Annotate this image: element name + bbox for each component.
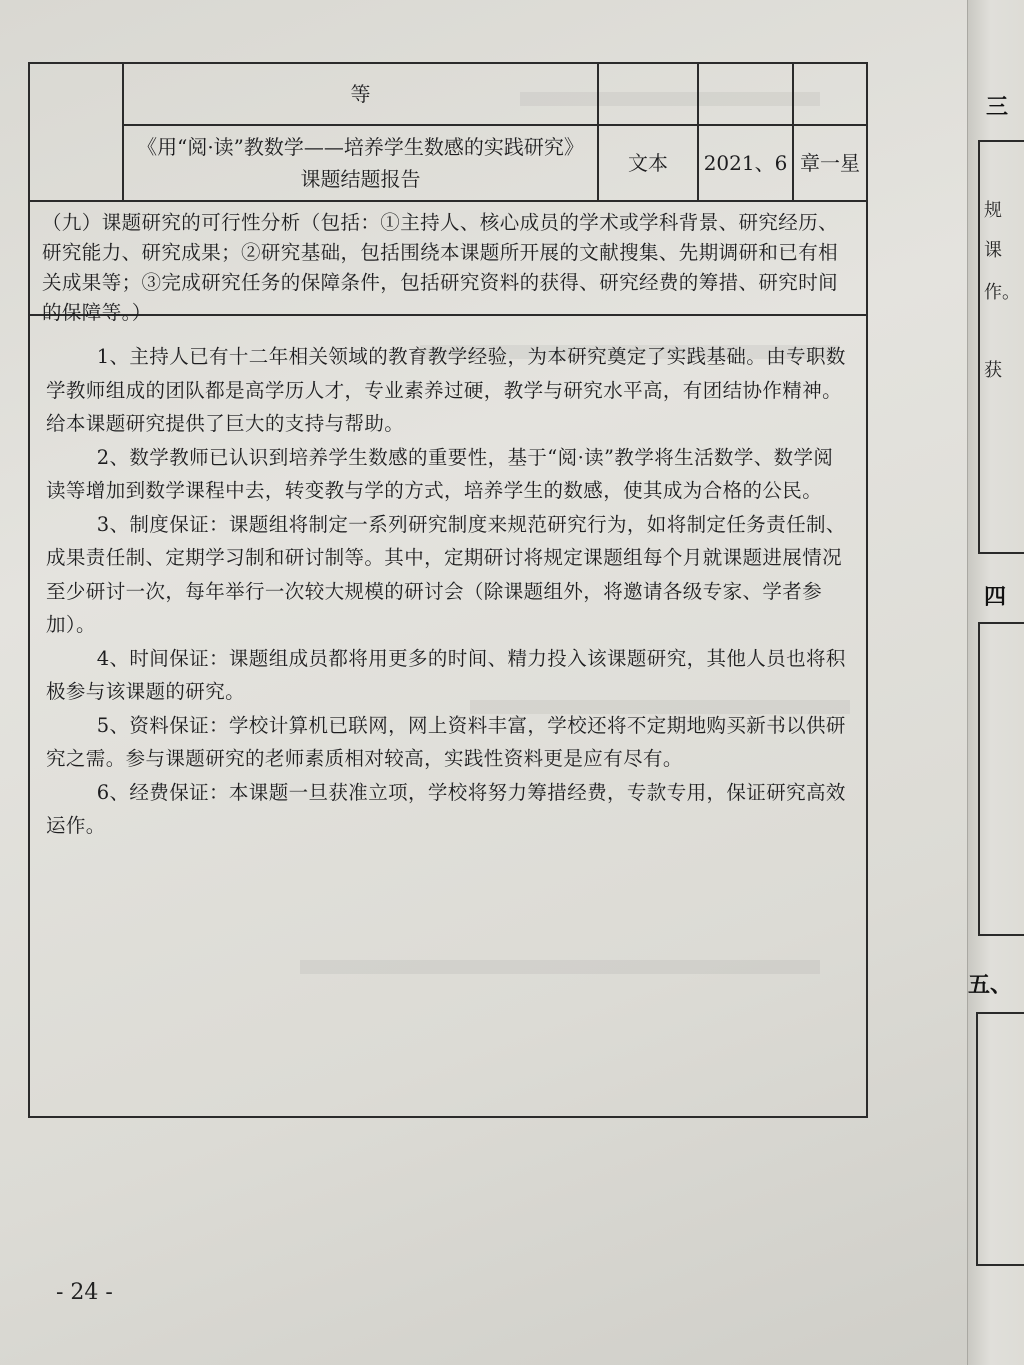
adjacent-page-box (976, 1012, 1024, 1266)
achievement-title: 等 (350, 82, 371, 106)
answer-paragraph: 3、制度保证：课题组将制定一系列研究制度来规范研究行为，如将制定任务责任制、成果责任制、定期学习制和研讨制等。其中，定期研讨将规定课题组每个月就课题进展情况至少研讨一次，每年举行一次较大规模的研讨会（除课题组外，将邀请各级专家、学者参加）。 (46, 512, 846, 636)
adjacent-page-heading: 四 (984, 584, 1007, 610)
achievement-rows (30, 64, 866, 202)
adjacent-page-box (978, 622, 1024, 936)
table-row (124, 126, 866, 200)
adjacent-page (967, 0, 1024, 1365)
page-number: - 24 - (56, 1280, 113, 1305)
table-row (124, 64, 866, 126)
author-cell (794, 126, 866, 200)
adjacent-page-heading: 五、 (968, 972, 1013, 998)
achievement-author: 章一星 (800, 151, 860, 175)
section-nine-heading: （九）课题研究的可行性分析（包括：①主持人、核心成员的学术或学科背景、研究经历、研究能力、研究成果；②研究基础，包括围绕本课题所开展的文献搜集、先期调研和已有相关成果等；③完成研究任务的保障条件，包括研究资料的获得、研究经费的筹措、研究时间的保障等。） (30, 202, 866, 316)
adjacent-page-text: 获 (984, 360, 1002, 381)
application-form-table (28, 62, 868, 1118)
answer-paragraph: 5、资料保证：学校计算机已联网，网上资料丰富，学校还将不定期地购买新书以供研究之需。参与课题研究的老师素质相对较高，实践性资料更是应有尽有。 (46, 713, 846, 770)
form-cell (599, 64, 699, 124)
author-cell (794, 64, 866, 124)
date-cell (699, 64, 794, 124)
section-nine-answer (30, 340, 866, 843)
blank-label-cell (30, 64, 124, 200)
adjacent-page-text: 规 (984, 200, 1002, 221)
adjacent-page-text: 课 (984, 240, 1002, 261)
achievement-date: 2021、6 (703, 151, 788, 175)
achievement-title: 《用“阅·读”教数学——培养学生数感的实践研究》课题结题报告 (137, 135, 584, 191)
achievement-form: 文本 (628, 151, 668, 175)
answer-paragraph: 1、主持人已有十二年相关领域的教育教学经验，为本研究奠定了实践基础。由专职数学教师组成的团队都是高学历人才，专业素养过硬，教学与研究水平高，有团结协作精神。给本课题研究提供了巨大的支持与帮助。 (46, 345, 846, 435)
achievement-title-cell (124, 126, 599, 200)
form-cell (599, 126, 699, 200)
answer-paragraph: 6、经费保证：本课题一旦获准立项，学校将努力筹措经费，专款专用，保证研究高效运作。 (46, 780, 846, 837)
adjacent-page-text: 作。 (984, 282, 1020, 303)
answer-paragraph: 4、时间保证：课题组成员都将用更多的时间、精力投入该课题研究，其他人员也将积极参与该课题的研究。 (46, 646, 846, 703)
adjacent-page-heading: 三 (986, 94, 1009, 120)
date-cell (699, 126, 794, 200)
answer-paragraph: 2、数学教师已认识到培养学生数感的重要性，基于“阅·读”教学将生活数学、数学阅读等增加到数学课程中去，转变教与学的方式，培养学生的数感，使其成为合格的公民。 (46, 445, 834, 502)
achievement-title-cell (124, 64, 599, 124)
